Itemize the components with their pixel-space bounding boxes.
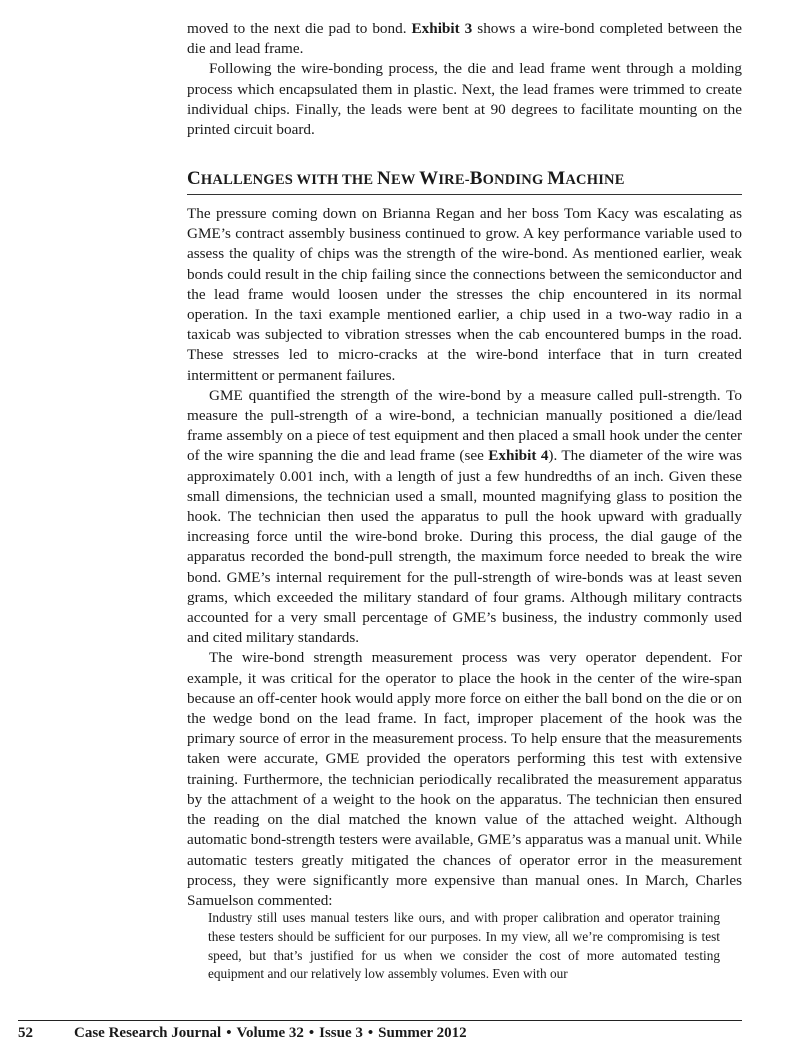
season: Summer 2012	[378, 1025, 467, 1041]
footer-divider	[18, 1020, 742, 1021]
exhibit-reference: Exhibit 4	[488, 447, 549, 465]
volume: Volume 32	[236, 1025, 304, 1041]
paragraph: GME quantified the strength of the wire-bond by a measure called pull-strength. To measure the pull-strength of a wire-bond, a technician manually positioned a die/lead frame assembly on a piece of test equipment and then placed a small hook under the center of the wire spanning the die and lead frame (see Exhibit 4). The diameter of the wire was approximately 0.001 inch, with a length of just a few hundredths of an inch. Given these small dimensions, the technician used a small, mounted magnifying glass to position the hook. The technician then used the apparatus to pull the hook upward with gradually increasing force until the wire-bond broke. During this process, the dial gauge of the apparatus recorded the bond-pull strength, the maximum force needed to break the wire bond. GME’s internal requirement for the pull-strength of wire-bonds was at least seven grams, which exceeded the military standard of four grams. Although military contracts accounted for a very small percentage of GME’s business, the industry commonly used and cited military standards.	[187, 386, 742, 647]
block-quote	[208, 909, 720, 984]
paragraph: moved to the next die pad to bond. Exhibit 3 shows a wire-bond completed between the die and lead frame.	[187, 20, 742, 58]
page-number: 52	[18, 1025, 33, 1041]
body-text	[187, 19, 742, 140]
section-heading: CHALLENGES WITH THE NEW WIRE-BONDING MACHINE	[187, 167, 742, 195]
exhibit-reference: Exhibit 3	[411, 20, 473, 37]
paragraph: The wire-bond strength measurement process was very operator dependent. For example, it was critical for the operator to place the hook in the center of the wire-span because an off-center hook would apply more force on either the ball bond on the die or on the wedge bond on the lead frame. In fact, improper placement of the hook was the primary source of error in the measurement process. To help ensure that the measurements taken were accurate, GME provided the operators performing this test with extensive training. Furthermore, the technician periodically recalibrated the measurement apparatus by the attachment of a weight to the hook on the apparatus. The technician then ensured the reading on the dial matched the known value of the attached weight. Although automatic bond-strength testers were available, GME’s apparatus was a manual unit. While automatic testers greatly mitigated the chances of operator error in the measurement process, they were significantly more expensive than manual ones. In March, Charles Samuelson commented:	[187, 649, 742, 909]
paragraph: Following the wire-bonding process, the die and lead frame went through a molding process which encapsulated them in plastic. Next, the lead frames were trimmed to create individual chips. Finally, the leads were bent at 90 degrees to facilitate mounting on the printed circuit board.	[187, 60, 742, 139]
paragraph: The pressure coming down on Brianna Regan and her boss Tom Kacy was escalating as GME’s contract assembly business continued to grow. A key performance variable used to assess the quality of chips was the strength of the wire-bond. As mentioned earlier, weak bonds could result in the chip failing since the connections between the semiconductor and the lead frame would loosen under the stresses the chip encountered in its normal operation. In the taxi example mentioned earlier, a chip used in a two-way radio in a taxicab was subjected to vibration stresses when the cab encountered bumps in the road. These stresses led to micro-cracks at the wire-bond interface that in turn created intermittent or permanent failures.	[187, 205, 742, 384]
journal-name: Case Research Journal	[74, 1025, 222, 1041]
page-footer: 52 Case Research Journal • Volume 32 • Issue 3 • Summer 2012	[18, 1025, 467, 1041]
quote-text: Industry still uses manual testers like ours, and with proper calibration and operator training these testers should be sufficient for our purposes. In my view, all we’re compromising is test speed, but that’s justified for us when we consider the cost of more automated testing equipment and our relatively low assembly volumes. Even with our	[208, 910, 720, 982]
issue: Issue 3	[319, 1025, 363, 1041]
section-body	[187, 204, 742, 911]
